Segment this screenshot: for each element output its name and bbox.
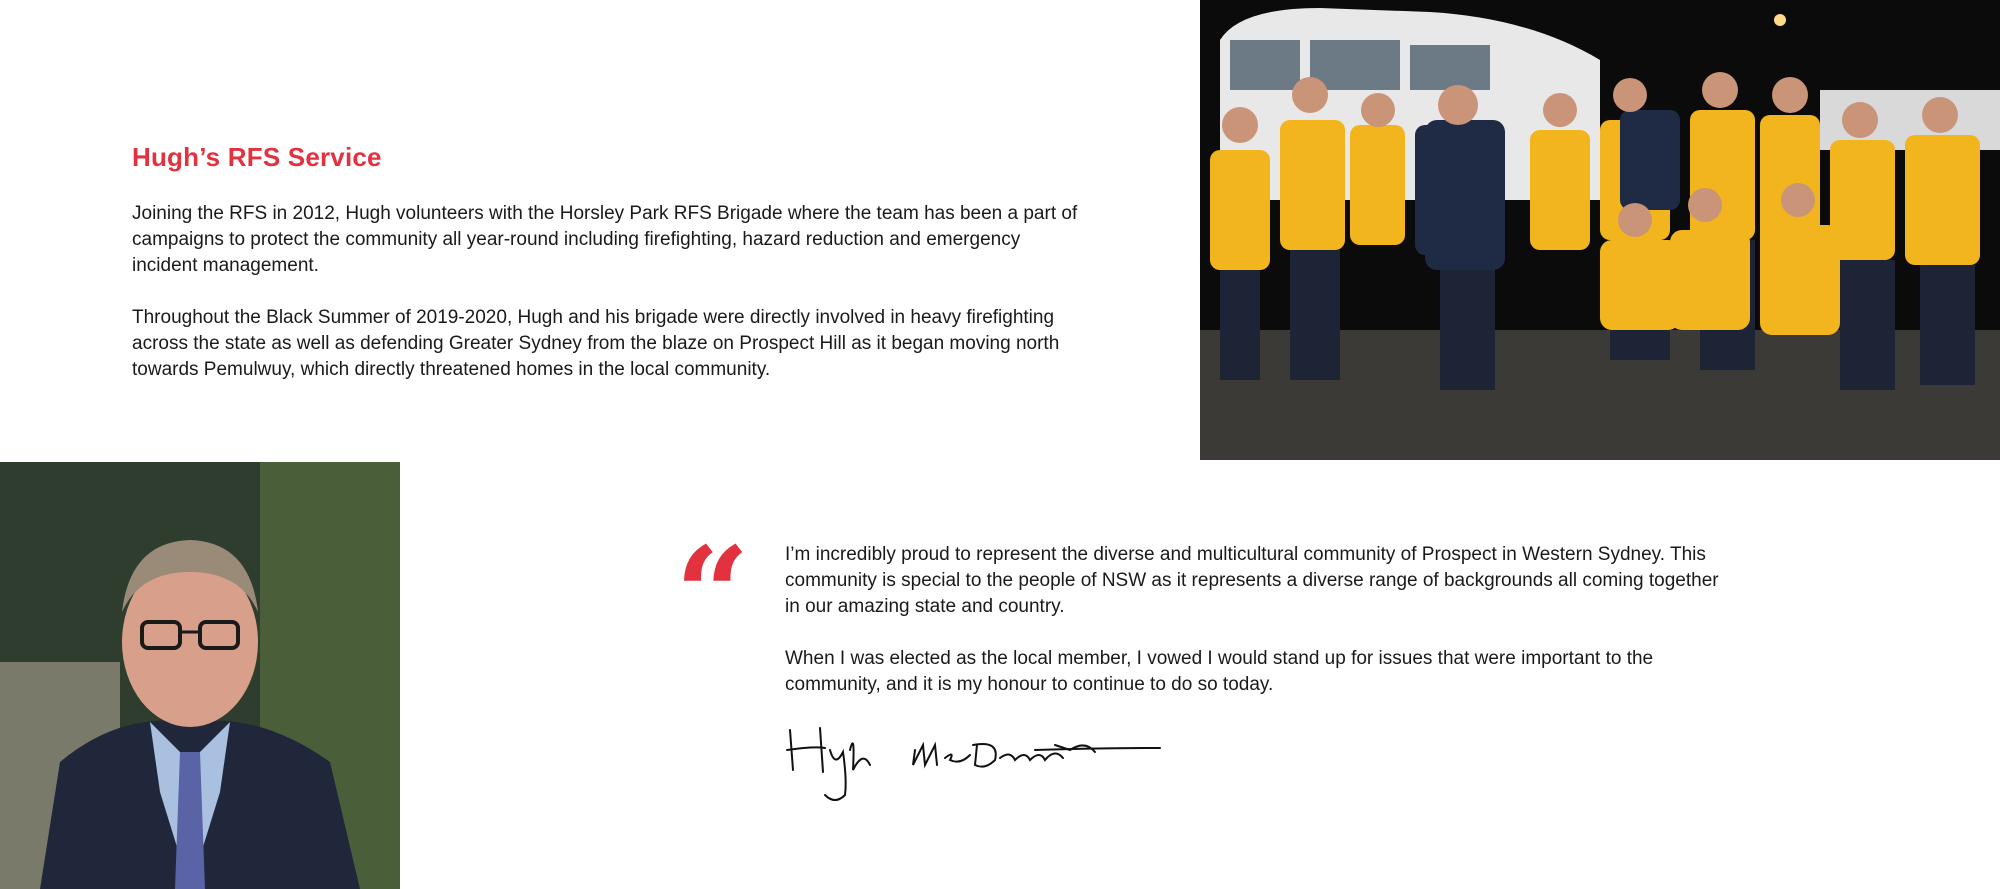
- rfs-team-illustration: [1200, 0, 2000, 460]
- signature-drawing: [785, 720, 1165, 805]
- rfs-heading: Hugh’s RFS Service: [132, 142, 382, 172]
- rfs-service-section: [132, 142, 1082, 409]
- rfs-paragraph-1: Joining the RFS in 2012, Hugh volunteers with the Horsley Park RFS Brigade where the team has been a part of campaigns to protect the community all year-round including firefighting, hazard reduction and emergency incident management.: [132, 203, 1078, 276]
- quote-paragraph-1: I’m incredibly proud to represent the diverse and multicultural community of Prospect in Western Sydney. This community is special to the people of NSW as it represents a diverse range of backgrounds all coming together in our amazing state and country.: [785, 544, 1719, 617]
- quote-mark-icon: “: [675, 518, 750, 671]
- portrait-illustration: [0, 462, 400, 889]
- signature-image: [785, 720, 1165, 805]
- rfs-team-photo: [1200, 0, 2000, 460]
- quote-section: [785, 542, 1725, 724]
- hugh-portrait-photo: [0, 462, 400, 889]
- quote-paragraph-2: When I was elected as the local member, I vowed I would stand up for issues that were important to the community, and it is my honour to continue to do so today.: [785, 648, 1654, 695]
- rfs-paragraph-2: Throughout the Black Summer of 2019-2020, Hugh and his brigade were directly involved in heavy firefighting across the state as well as defending Greater Sydney from the blaze on Prospect Hill as it began moving north towards Pemulwuy, which directly threatened homes in the local community.: [132, 307, 1060, 380]
